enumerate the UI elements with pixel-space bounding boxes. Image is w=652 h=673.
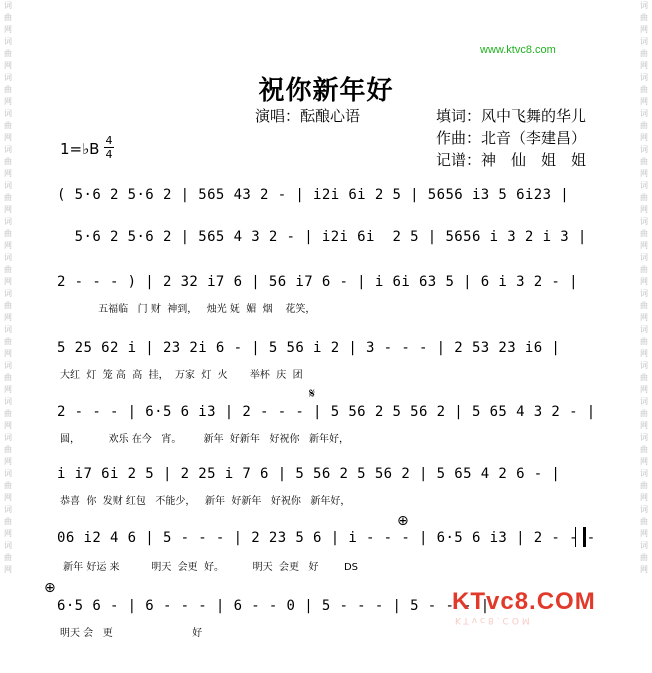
score-line-8: 6·5 6 - | 6 - - - | 6 - - 0 | 5 - - - | 5 - - - | [57,598,490,614]
lyric-line-6: 恭喜 你 发财 红包 不能少， 新年 好新年 好祝你 新年好， [60,496,351,507]
key-signature: 1=♭B [60,140,100,158]
segno-mark: 𝄋 [309,386,316,402]
logo-reflection: KTvc8.COM [455,615,533,625]
site-url[interactable]: www.ktvc8.com [480,44,556,56]
singer-credit: 演唱：酝酿心语 [255,107,361,125]
score-line-4: 5 25 62 i | 23 2i 6 - | 5 56 i 2 | 3 - - - | 2 53 23 i6 | [57,340,561,356]
score-line-6: i i7 6i 2 5 | 2 25 i 7 6 | 5 56 2 5 56 2 | 5 65 4 2 6 - | [57,466,561,482]
score-line-5: 2 - - - | 6·5 6 i3 | 2 - - - | 5 56 2 5 56 2 | 5 65 4 3 2 - | [57,404,596,420]
song-title: 祝你新年好 [258,76,394,106]
meter-top: 4 [105,134,113,147]
coda-mark-2: ⊕ [44,580,56,596]
lyric-line-7: 新年 好运 来 明天 会更 好。 明天 会更 好 DS [60,562,359,573]
ktvc8-logo[interactable] [452,588,596,625]
score-line-3: 2 - - - ) | 2 32 i7 6 | 56 i7 6 - | i 6i 63 5 | 6 i 3 2 - | [57,274,578,290]
lyric-line-8: 明天 会 更 好 [60,628,203,639]
lyric-line-3: 五福临 门 财 神到， 烛光 妩 媚 烟 花笑， [60,304,316,315]
composer-credit: 作曲：北音（李建昌） [436,129,587,147]
lyric-line-4: 大红 灯 笼 高 高 挂， 万家 灯 火 举杯 庆 团 [60,370,303,381]
score-line-7: 06 i2 4 6 | 5 - - - | 2 23 5 6 | i - - - | 6·5 6 i3 | 2 - - - [57,530,596,546]
score-line-2: 5·6 2 5·6 2 | 565 4 3 2 - | i2i 6i 2 5 | 5656 i 3 2 i 3 | [57,229,587,245]
coda-mark-1: ⊕ [397,513,409,529]
logo-brand-text: KTvc8.COM [452,588,596,615]
meter-bottom: 4 [105,148,113,161]
transcriber-credit: 记谱：神 仙 姐 姐 [436,151,587,169]
score-line-1: ( 5·6 2 5·6 2 | 565 43 2 - | i2i 6i 2 5 | 5656 i3 5 6i23 | [57,187,570,203]
time-signature [104,135,114,160]
side-watermark-right: 词曲网词曲网词曲网词曲网词曲网词曲网词曲网词曲网词曲网词曲网词曲网词曲网词曲网词曲网词曲网词曲网 [640,1,648,574]
repeat-end-barline [575,527,586,547]
side-watermark-left: 词曲网词曲网词曲网词曲网词曲网词曲网词曲网词曲网词曲网词曲网词曲网词曲网词曲网词曲网词曲网词曲网 [4,1,12,574]
lyricist-credit: 填词：风中飞舞的华儿 [436,107,587,125]
lyric-line-5: 圆， 欢乐 在今 宵。 新年 好新年 好祝你 新年好， [60,434,350,445]
